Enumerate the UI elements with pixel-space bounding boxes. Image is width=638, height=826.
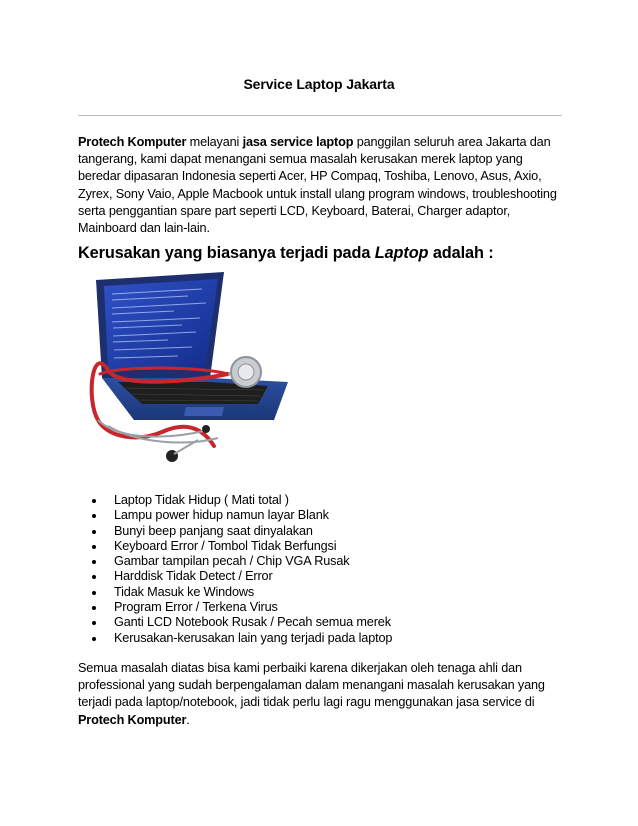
bullet-icon [92,606,96,610]
list-item [78,554,392,569]
bullet-icon [92,621,96,625]
page-title: Service Laptop Jakarta [243,76,395,92]
closing-end: . [186,712,190,727]
heading-emphasis: Laptop [374,244,429,262]
list-item-text: Kerusakan-kerusakan lain yang terjadi pada laptop [114,630,393,645]
list-item-text: Laptop Tidak Hidup ( Mati total ) [114,493,289,507]
laptop-touchpad [184,407,224,416]
closing-paragraph [78,660,568,729]
bullet-icon [92,514,96,518]
list-item-text: Harddisk Tidak Detect / Error [114,569,273,584]
list-item [78,524,392,539]
closing-brand-name: Protech Komputer [78,712,187,727]
bullet-icon [92,499,96,503]
list-item-text: Tidak Masuk ke Windows [114,584,255,599]
bullet-icon [92,575,96,579]
earpiece-left [202,425,210,433]
heading-before: Kerusakan yang biasanya terjadi pada [78,244,375,262]
list-item [78,569,392,584]
intro-text-2: panggilan seluruh area Jakarta dan tangerang, kami dapat menangani semua masalah kerusakan merek laptop yang beredar dipasaran Indonesia seperti Acer, HP Compaq, Toshiba, Lenovo, Asus, Axio, Zyrex, Sony Vaio, Apple Macbook untuk install ulang program windows, troubleshooting serta penggantian spare part seperti LCD, Keyboard, Baterai, Charger adaptor, Mainboard dan lain-lain. [78,135,557,236]
list-item [78,508,392,523]
service-keyword: jasa service laptop [242,135,354,149]
intro-paragraph [78,134,568,237]
list-item [78,615,392,630]
list-item-text: Lampu power hidup namun layar Blank [114,508,329,523]
bullet-icon [92,560,96,564]
bullet-icon [92,545,96,549]
list-item-text: Program Error / Terkena Virus [114,600,278,615]
list-item-text: Ganti LCD Notebook Rusak / Pecah semua merek [114,615,391,630]
list-item [78,585,392,600]
horizontal-rule [78,115,562,116]
list-item [78,600,392,615]
intro-text-1: melayani [186,135,243,149]
laptop-stethoscope-illustration [78,270,298,466]
laptop-stethoscope-image [78,270,298,466]
list-item [78,631,392,646]
closing-text: Semua masalah diatas bisa kami perbaiki karena dikerjakan oleh tenaga ahli dan professional yang sudah berpengalaman dalam menangani masalah kerusakan yang terjadi pada laptop/notebook, jadi tidak perlu lagi ragu menggunakan jasa service di [78,661,545,710]
bullet-icon [92,637,96,641]
list-item-text: Bunyi beep panjang saat dinyalakan [114,523,313,538]
list-item-text: Gambar tampilan pecah / Chip VGA Rusak [114,554,350,569]
bullet-icon [92,591,96,595]
heading-after: adalah : [428,244,494,262]
problem-list [78,493,392,646]
list-item-text: Keyboard Error / Tombol Tidak Berfungsi [114,538,337,553]
list-item [78,493,392,508]
list-item [78,539,392,554]
bullet-icon [92,530,96,534]
section-heading [78,244,578,263]
stethoscope-binaural [98,420,218,442]
brand-name: Protech Komputer [78,135,187,149]
